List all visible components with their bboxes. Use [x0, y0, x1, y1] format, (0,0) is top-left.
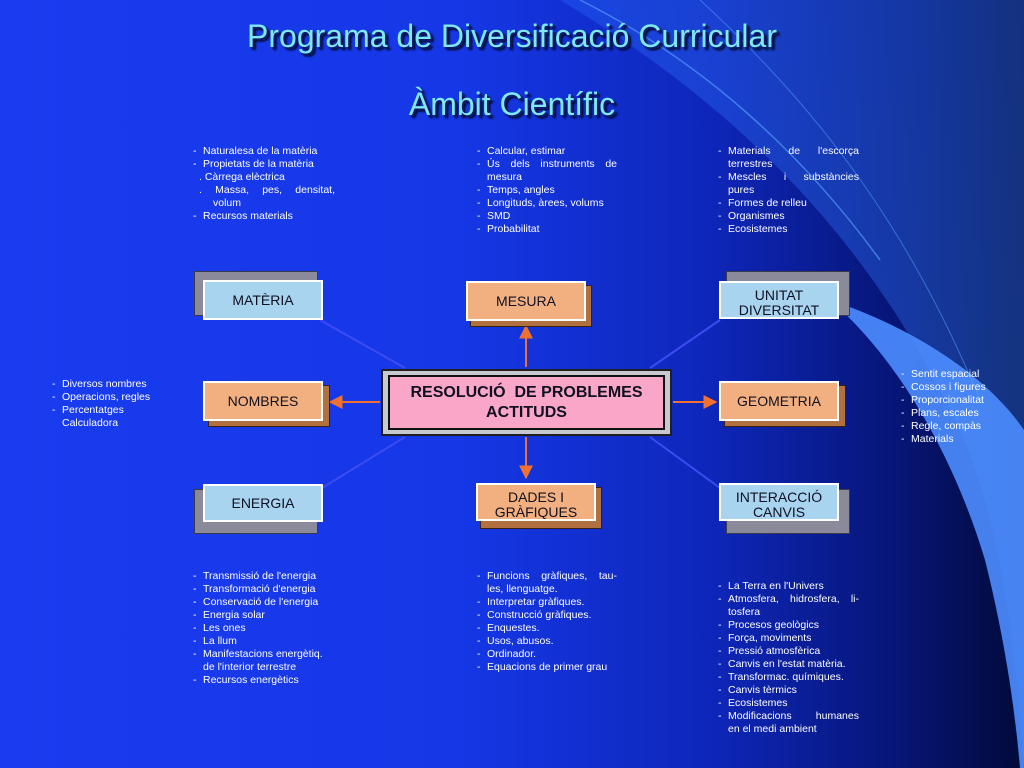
note-item: - Longituds, àrees, volums: [477, 197, 617, 210]
note-item: - Cossos i figures: [901, 381, 1011, 394]
note-item: - SMD: [477, 210, 617, 223]
note-item: - Ordinador.: [477, 648, 617, 661]
note-item: - Ús dels instruments de: [477, 158, 617, 171]
note-item: - Canvis tèrmics: [718, 684, 859, 697]
note-item: - Construcció gràfiques.: [477, 609, 617, 622]
note-item: - Recursos energètics: [193, 674, 343, 687]
page-subtitle: Àmbit Científic: [408, 86, 616, 122]
page-title: Programa de Diversificació Curricular: [247, 18, 777, 54]
notes-geometria: [901, 368, 1011, 446]
note-item: - Diversos nombres: [52, 378, 172, 391]
note-item: - Regle, compàs: [901, 420, 1011, 433]
note-item: - Plans, escales: [901, 407, 1011, 420]
note-item: - Transformació d'energia: [193, 583, 343, 596]
note-item: - Probabilitat: [477, 223, 617, 236]
note-item: - Ecosistemes: [718, 223, 859, 236]
note-item: de l'interior terrestre: [203, 661, 297, 673]
note-item: volum: [213, 197, 242, 209]
note-item: - Materials: [901, 433, 1011, 446]
note-item: - Materials de l'escorça: [718, 145, 859, 158]
connector-interaccio: [650, 437, 720, 488]
notes-nombres: [52, 378, 172, 430]
note-item: - Les ones: [193, 622, 343, 635]
center-line-1: RESOLUCIÓ DE PROBLEMES: [410, 383, 643, 401]
notes-dades: [477, 570, 617, 674]
note-item: - Funcions gràfiques, tau-: [477, 570, 617, 583]
note-item: - Modificacions humanes: [718, 710, 859, 723]
note-item: - Recursos materials: [193, 210, 335, 223]
note-item: terrestres: [728, 158, 773, 170]
note-item: en el medi ambient: [728, 723, 817, 735]
note-item: - Usos, abusos.: [477, 635, 617, 648]
connector-unitat: [650, 320, 720, 368]
box-unitat: [719, 281, 839, 319]
box-dades-label: DADES I GRÀFIQUES: [494, 489, 578, 520]
note-item: - Canvis en l'estat matèria.: [718, 658, 859, 671]
notes-mesura: [477, 145, 617, 236]
note-item: - La Terra en l'Univers: [718, 580, 859, 593]
note-item: - Ecosistemes: [718, 697, 859, 710]
note-item: . Massa, pes, densitat,: [199, 184, 335, 196]
box-interaccio-label: INTERACCIÓ CANVIS: [735, 489, 823, 520]
center-box: [388, 375, 665, 430]
note-item: - Organismes: [718, 210, 859, 223]
note-item: - Percentatges: [52, 404, 172, 417]
box-interaccio: [719, 483, 839, 521]
center-line-2: ACTITUDS: [486, 403, 567, 421]
note-item: - Propietats de la matèria: [193, 158, 335, 171]
notes-interaccio: [718, 580, 859, 736]
notes-unitat: [718, 145, 859, 236]
note-item: - Enquestes.: [477, 622, 617, 635]
note-item: - Calcular, estimar: [477, 145, 617, 158]
box-unitat-label: UNITAT DIVERSITAT: [738, 287, 820, 318]
box-materia: MATÈRIA: [203, 280, 323, 320]
note-item: - Força, moviments: [718, 632, 859, 645]
note-item: - Naturalesa de la matèria: [193, 145, 335, 158]
note-item: - Procesos geològics: [718, 619, 859, 632]
note-item: - Sentit espacial: [901, 368, 1011, 381]
connector-energia: [322, 437, 405, 488]
note-item: mesura: [487, 171, 523, 183]
box-dades: [476, 483, 596, 521]
note-item: - Transformac. químiques.: [718, 671, 859, 684]
note-item: tosfera: [728, 606, 761, 618]
notes-energia: [193, 570, 343, 687]
note-item: . Càrrega elèctrica: [199, 171, 285, 183]
box-energia: ENERGIA: [203, 484, 323, 522]
box-mesura: MESURA: [466, 281, 586, 321]
note-item: Calculadora: [62, 417, 119, 429]
note-item: - Pressió atmosfèrica: [718, 645, 859, 658]
note-item: - Conservació de l'energia: [193, 596, 343, 609]
note-item: - Formes de relleu: [718, 197, 859, 210]
note-item: - Proporcionalitat: [901, 394, 1011, 407]
note-item: - Operacions, regles: [52, 391, 172, 404]
note-item: - La llum: [193, 635, 343, 648]
note-item: - Atmosfera, hidrosfera, li-: [718, 593, 859, 606]
note-item: les, llenguatge.: [487, 583, 558, 595]
note-item: - Energia solar: [193, 609, 343, 622]
note-item: - Temps, angles: [477, 184, 617, 197]
box-nombres: NOMBRES: [203, 381, 323, 421]
connector-materia: [320, 320, 405, 368]
note-item: - Equacions de primer grau: [477, 661, 617, 674]
note-item: pures: [728, 184, 755, 196]
note-item: - Mescles i substàncies: [718, 171, 859, 184]
notes-materia: [193, 145, 335, 223]
note-item: - Transmissió de l'energia: [193, 570, 343, 583]
box-geometria: GEOMETRIA: [719, 381, 839, 421]
note-item: - Interpretar gràfiques.: [477, 596, 617, 609]
note-item: - Manifestacions energètiq.: [193, 648, 343, 661]
